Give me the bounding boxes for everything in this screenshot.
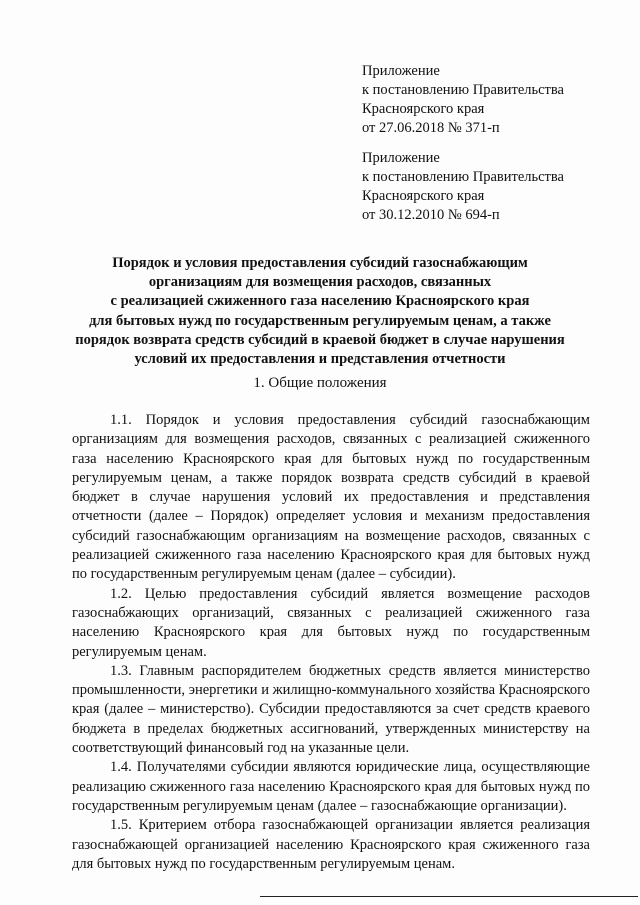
paragraph-1-3: 1.3. Главным распорядителем бюджетных средств является министерство промышленности, энергетики и жилищно-коммунального хозяйства Красноярского края (далее – министерство). Субсидии предоставляются за счет средств краевого бюджета в пределах бюджетных ассигнований, утвержденных министерству на соответствующий финансовый год на указанные цели. [72, 662, 590, 757]
page-bottom-rule [260, 896, 638, 897]
paragraph-1-2: 1.2. Целью предоставления субсидий является возмещение расходов газоснабжающих организаций, связанных с реализацией сжиженного газа населению Красноярского края для бытовых нужд по государственным регулируемым ценам. [72, 585, 590, 660]
appendix-date-number: от 27.06.2018 № 371-п [362, 120, 500, 136]
appendix-line: Приложение [362, 150, 440, 166]
paragraph-1-1: 1.1. Порядок и условия предоставления субсидий газоснабжающим организациям для возмещения расходов, связанных с реализацией сжиженного газа населению Красноярского края для бытовых нужд по государственным регулируемым ценам, а также порядок возврата средств субсидий в краевой бюджет в случае нарушения условий их предоставления и представления отчетности (далее – Порядок) определяет условия и механизм предоставления субсидий газоснабжающим организациям на возмещение расходов, связанных с реализацией сжиженного газа населению Красноярского края для бытовых нужд по государственным регулируемым ценам (далее – субсидии). [72, 412, 590, 583]
appendix-date-number: от 30.12.2010 № 694-п [362, 207, 500, 223]
title-line: с реализацией сжиженного газа населению Красноярского края [110, 293, 530, 310]
title-line: организациям для возмещения расходов, связанных [148, 274, 492, 291]
title-line: Порядок и условия предоставления субсидий газоснабжающим [112, 255, 528, 271]
appendix-line: Приложение [362, 63, 440, 79]
appendix-line: к постановлению Правительства [362, 82, 564, 98]
appendix-block-2010 [362, 149, 564, 225]
title-line: для бытовых нужд по государственным регулируемым ценам, а также [89, 312, 551, 329]
title-line: условий их предоставления и представления отчетности [134, 351, 506, 368]
paragraph-1-5: 1.5. Критерием отбора газоснабжающей организации является реализация газоснабжающей организацией населению Красноярского края сжиженного газа для бытовых нужд по государственным регулируемым ценам. [72, 817, 590, 872]
document-title [40, 254, 600, 369]
appendix-line: Красноярского края [362, 101, 485, 117]
appendix-line: к постановлению Правительства [362, 169, 564, 185]
title-line: порядок возврата средств субсидий в краевой бюджет в случае нарушения [75, 331, 565, 348]
paragraph-1-4: 1.4. Получателями субсидии являются юридические лица, осуществляющие реализацию сжиженного газа населению Красноярского края для бытовых нужд по государственным регулируемым ценам (далее – газоснабжающие организации). [72, 759, 590, 814]
document-body [72, 411, 590, 874]
section-heading: 1. Общие положения [253, 375, 387, 391]
appendix-block-2018 [362, 62, 564, 138]
appendix-line: Красноярского края [362, 188, 485, 204]
